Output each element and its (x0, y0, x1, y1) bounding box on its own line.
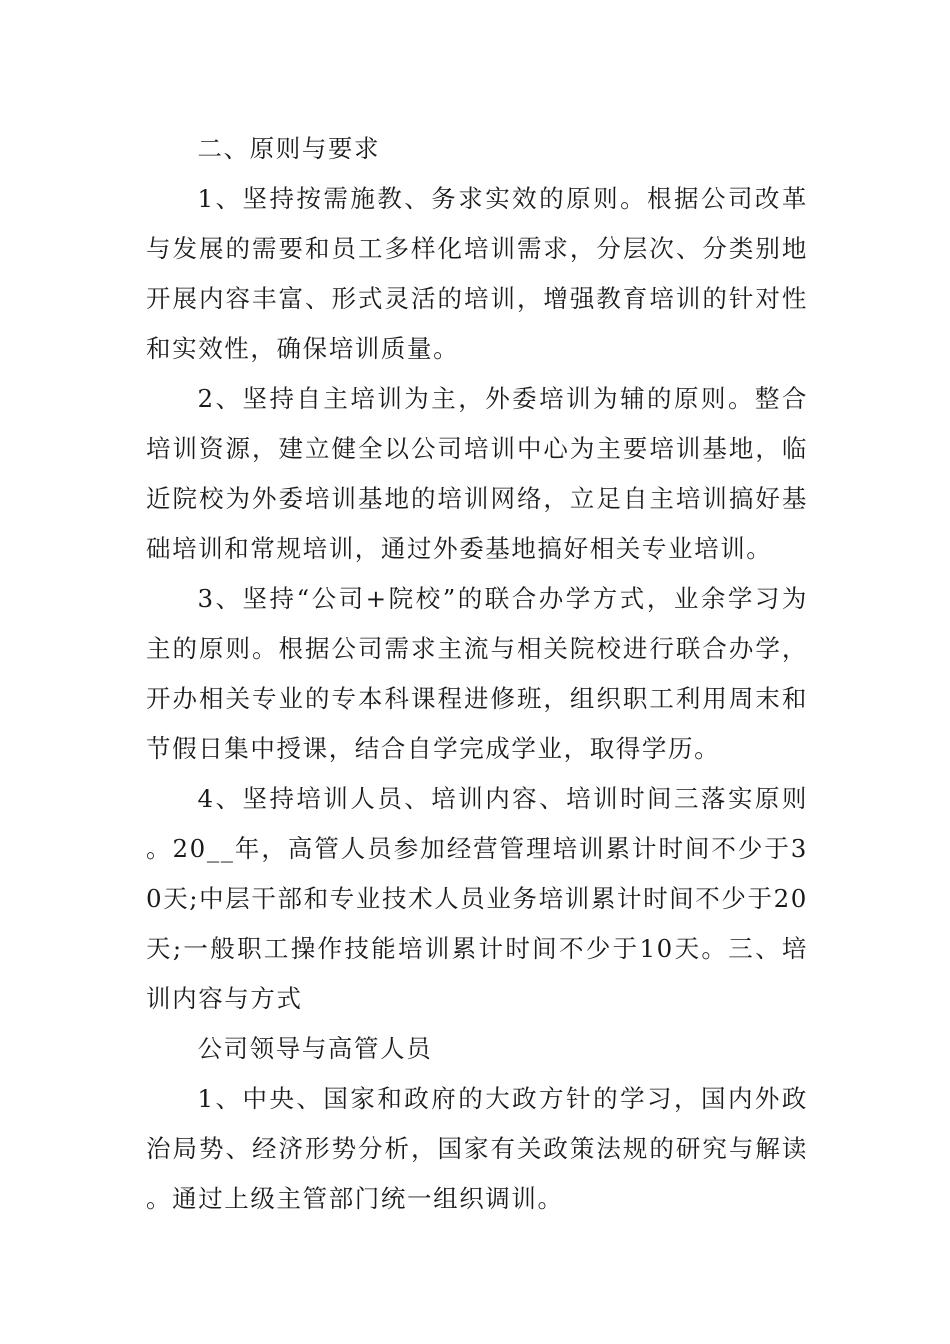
document-body (146, 124, 808, 1224)
principle-4-lead: 4、坚持培训人员、培训内容、培训时间三落实原则。 (146, 784, 808, 863)
principle-2-paragraph: 2、坚持自主培训为主，外委培训为辅的原则。整合培训资源，建立健全以公司培训中心为主要培训基地，临近院校为外委培训基地的培训网络，立足自主培训搞好基础培训和常规培训，通过外委基地搞好相关专业培训。 (146, 384, 808, 563)
principle-4-body: 20__年，高管人员参加经营管理培训累计时间不少于30天;中层干部和专业技术人员业务培训累计时间不少于20天;一般职工操作技能培训累计时间不少于10天。三、培训内容与方式 (146, 834, 808, 1013)
principle-1-paragraph: 1、坚持按需施教、务求实效的原则。根据公司改革与发展的需要和员工多样化培训需求，分层次、分类别地开展内容丰富、形式灵活的培训，增强教育培训的针对性和实效性，确保培训质量。 (146, 184, 808, 363)
subheading: 公司领导与高管人员 (197, 1034, 433, 1063)
principle-3-paragraph: 3、坚持“公司+院校”的联合办学方式，业余学习为主的原则。根据公司需求主流与相关院校进行联合办学，开办相关专业的专本科课程进修班，组织职工利用周末和节假日集中授课，结合自学完成学业，取得学历。 (146, 584, 808, 763)
section-heading: 二、原则与要求 (197, 134, 381, 163)
principle-4-paragraph (146, 774, 808, 1024)
item-1-paragraph: 1、中央、国家和政府的大政方针的学习，国内外政治局势、经济形势分析，国家有关政策法规的研究与解读。通过上级主管部门统一组织调训。 (146, 1084, 808, 1213)
